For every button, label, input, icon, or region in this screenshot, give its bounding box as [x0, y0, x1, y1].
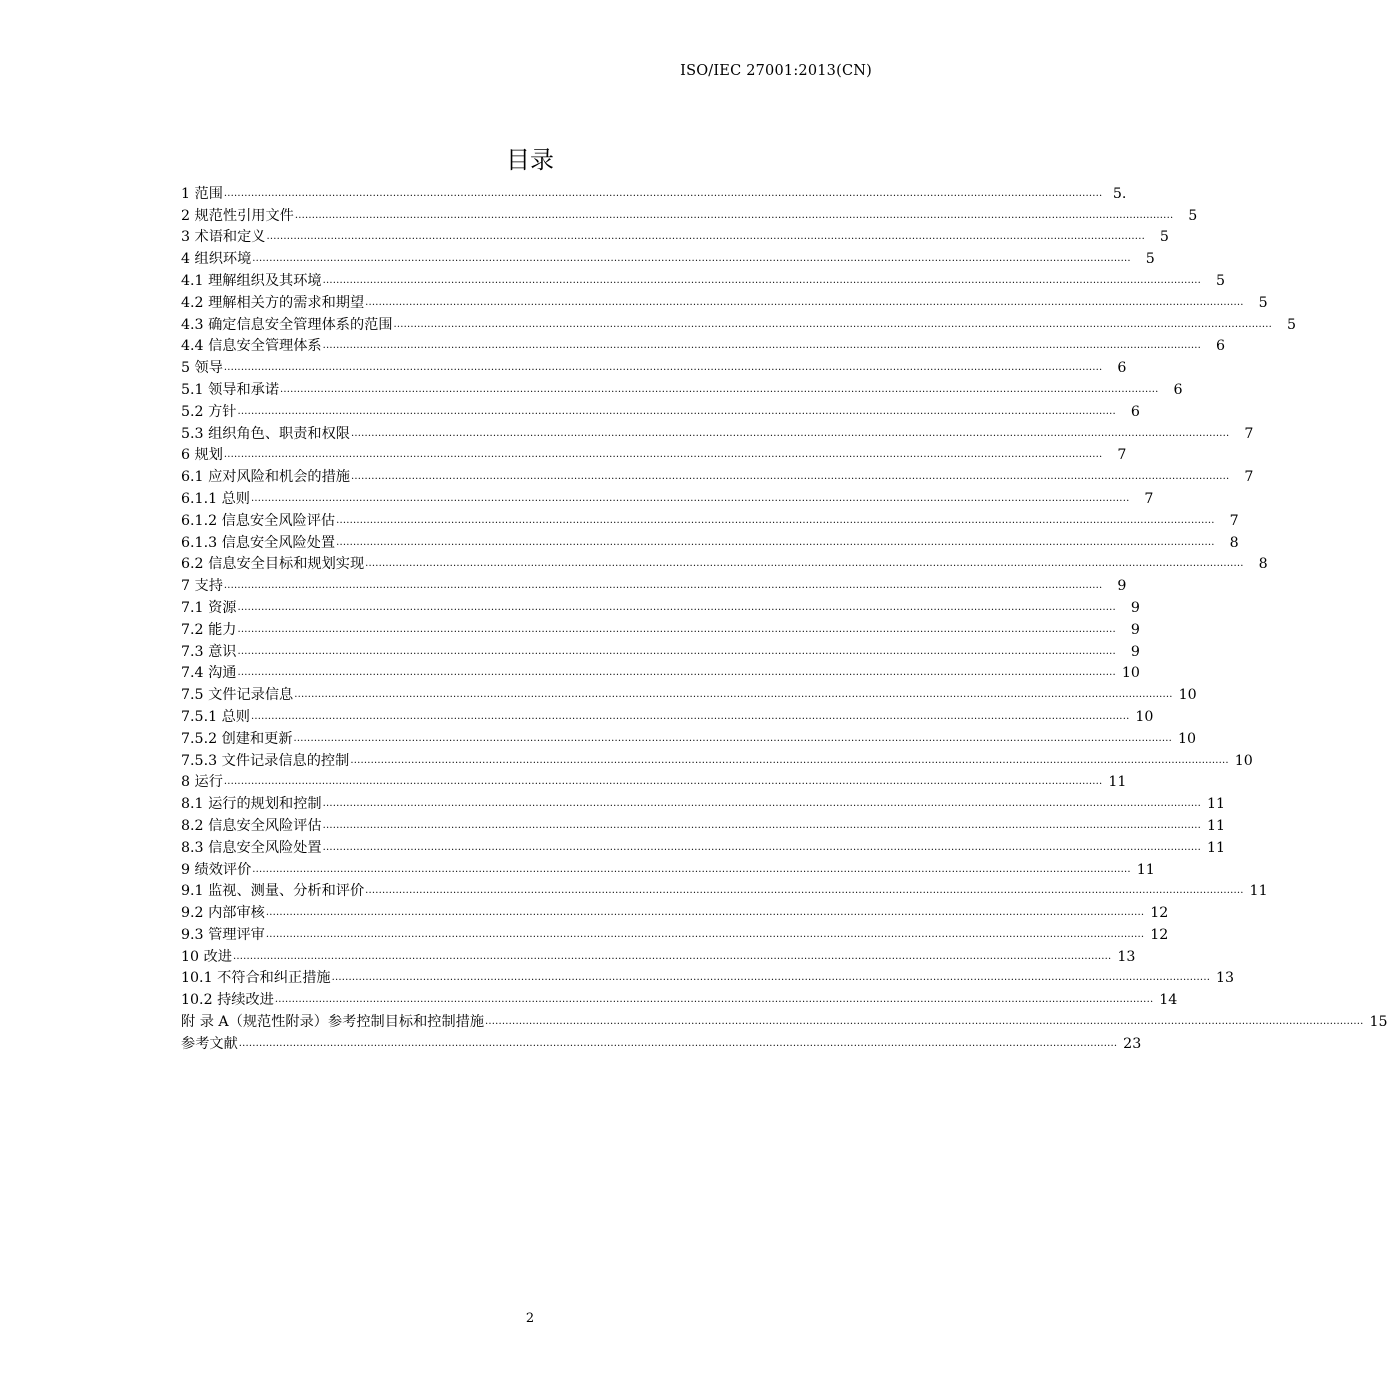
- toc-dot-leader: ....................................................................................................................................................................................................................................................................: [393, 318, 1272, 330]
- toc-entry-label: 4.4 信息安全管理体系: [181, 338, 322, 355]
- toc-dot-leader: ....................................................................................................................................................................................................................................................................: [252, 253, 1131, 265]
- toc-entry-label: 7.5.2 创建和更新: [181, 730, 293, 747]
- toc-entry-page: 9: [1117, 578, 1127, 595]
- toc-dot-leader: ....................................................................................................................................................................................................................................................................: [365, 558, 1244, 570]
- toc-dot-leader: ....................................................................................................................................................................................................................................................................: [350, 427, 1230, 439]
- toc-entry[interactable]: [181, 355, 1127, 377]
- toc-entry-label: 6.2 信息安全目标和规划实现: [181, 556, 365, 573]
- toc-entry[interactable]: [181, 552, 1268, 574]
- toc-entry-label: 参考文献: [181, 1035, 238, 1052]
- toc-entry-label: 6.1 应对风险和机会的措施: [181, 469, 350, 486]
- toc-dot-leader: ....................................................................................................................................................................................................................................................................: [365, 296, 1244, 308]
- toc-entry-page: 5: [1258, 294, 1268, 311]
- toc-entry-label: 5.1 领导和承诺: [181, 381, 280, 398]
- toc-entry-label: 10.1 不符合和纠正措施: [181, 970, 331, 987]
- toc-entry-page: 5: [1188, 207, 1198, 224]
- toc-entry-label: 8 运行: [181, 774, 223, 791]
- toc-entry-label: 7.5 文件记录信息: [181, 687, 294, 704]
- toc-entry-label: 10.2 持续改进: [181, 992, 274, 1009]
- toc-entry-label: 4 组织环境: [181, 251, 252, 268]
- toc-entry[interactable]: [181, 312, 1296, 334]
- toc-entry-label: 4.3 确定信息安全管理体系的范围: [181, 316, 393, 333]
- toc-entry-page: 10: [1234, 752, 1253, 769]
- toc-entry[interactable]: [181, 421, 1254, 443]
- toc-dot-leader: ....................................................................................................................................................................................................................................................................: [322, 841, 1202, 853]
- toc-entry-page: 12: [1150, 926, 1169, 943]
- toc-entry-label: 8.2 信息安全风险评估: [181, 817, 322, 834]
- toc-entry[interactable]: [181, 639, 1140, 661]
- table-of-contents: [181, 181, 1388, 1053]
- toc-entry-page: 9: [1130, 621, 1140, 638]
- toc-entry-label: 7.3 意识: [181, 643, 237, 660]
- toc-entry-page: 10: [1135, 708, 1154, 725]
- toc-entry-label: 8.1 运行的规划和控制: [181, 796, 322, 813]
- page-number: 2: [525, 1311, 535, 1326]
- toc-dot-leader: ....................................................................................................................................................................................................................................................................: [238, 1037, 1118, 1049]
- toc-entry-page: 8: [1258, 556, 1268, 573]
- document-header: ISO/IEC 27001:2013(CN): [680, 63, 872, 79]
- toc-dot-leader: ....................................................................................................................................................................................................................................................................: [266, 231, 1145, 243]
- toc-entry[interactable]: [181, 486, 1154, 508]
- toc-entry-page: 11: [1206, 796, 1226, 813]
- toc-dot-leader: ....................................................................................................................................................................................................................................................................: [322, 819, 1202, 831]
- toc-entry-page: 13: [1216, 970, 1235, 987]
- toc-entry-page: 5: [1286, 316, 1296, 333]
- toc-entry[interactable]: [181, 246, 1155, 268]
- page-title: 目录: [506, 146, 554, 174]
- toc-entry-label: 10 改进: [181, 948, 232, 965]
- toc-entry-page: 7: [1244, 469, 1254, 486]
- toc-entry-label: 5 领导: [181, 360, 223, 377]
- toc-dot-leader: ....................................................................................................................................................................................................................................................................: [223, 362, 1103, 374]
- toc-dot-leader: ....................................................................................................................................................................................................................................................................: [223, 580, 1103, 592]
- toc-entry-page: 6: [1117, 360, 1127, 377]
- toc-entry[interactable]: [181, 181, 1127, 203]
- toc-dot-leader: ....................................................................................................................................................................................................................................................................: [485, 1016, 1364, 1028]
- toc-entry-label: 5.3 组织角色、职责和权限: [181, 425, 350, 442]
- toc-dot-leader: ....................................................................................................................................................................................................................................................................: [237, 623, 1116, 635]
- toc-entry-page: 5.: [1112, 185, 1127, 202]
- toc-entry-label: 3 术语和定义: [181, 229, 266, 246]
- toc-entry-page: 8: [1229, 534, 1239, 551]
- toc-dot-leader: ....................................................................................................................................................................................................................................................................: [336, 514, 1215, 526]
- toc-entry[interactable]: [181, 399, 1140, 421]
- toc-entry-label: 6.1.3 信息安全风险处置: [181, 534, 336, 551]
- toc-entry-page: 6: [1130, 403, 1140, 420]
- toc-dot-leader: ....................................................................................................................................................................................................................................................................: [237, 405, 1116, 417]
- toc-dot-leader: ....................................................................................................................................................................................................................................................................: [350, 754, 1229, 766]
- toc-dot-leader: ....................................................................................................................................................................................................................................................................: [232, 950, 1112, 962]
- toc-entry-page: 7: [1144, 490, 1154, 507]
- toc-entry-page: 6: [1173, 381, 1183, 398]
- toc-entry-page: 9: [1130, 599, 1140, 616]
- toc-entry-label: 2 规范性引用文件: [181, 207, 294, 224]
- toc-entry-label: 7.5.3 文件记录信息的控制: [181, 752, 350, 769]
- toc-entry-page: 10: [1178, 687, 1197, 704]
- toc-entry[interactable]: [181, 595, 1140, 617]
- toc-dot-leader: ....................................................................................................................................................................................................................................................................: [223, 187, 1103, 199]
- toc-entry[interactable]: [181, 791, 1226, 813]
- toc-entry-page: 15: [1369, 1014, 1388, 1031]
- toc-entry-page: 11: [1206, 839, 1226, 856]
- toc-entry-label: 8.3 信息安全风险处置: [181, 839, 322, 856]
- toc-entry[interactable]: [181, 704, 1154, 726]
- toc-entry[interactable]: [181, 682, 1197, 704]
- toc-entry[interactable]: [181, 225, 1169, 247]
- toc-entry[interactable]: [181, 268, 1226, 290]
- toc-entry-page: 13: [1117, 948, 1136, 965]
- toc-entry[interactable]: [181, 377, 1183, 399]
- toc-entry[interactable]: [181, 1009, 1388, 1031]
- toc-dot-leader: ....................................................................................................................................................................................................................................................................: [322, 274, 1202, 286]
- toc-entry-page: 12: [1150, 905, 1169, 922]
- toc-dot-leader: ....................................................................................................................................................................................................................................................................: [322, 798, 1202, 810]
- toc-dot-leader: ....................................................................................................................................................................................................................................................................: [274, 994, 1154, 1006]
- toc-entry-page: 11: [1108, 774, 1127, 791]
- toc-entry-page: 23: [1123, 1035, 1142, 1052]
- toc-entry-label: 6.1.1 总则: [181, 490, 250, 507]
- toc-entry[interactable]: [181, 966, 1235, 988]
- toc-entry[interactable]: [181, 203, 1198, 225]
- toc-dot-leader: ....................................................................................................................................................................................................................................................................: [223, 449, 1103, 461]
- toc-entry-page: 11: [1206, 817, 1226, 834]
- toc-dot-leader: ....................................................................................................................................................................................................................................................................: [322, 340, 1202, 352]
- toc-entry-label: 6.1.2 信息安全风险评估: [181, 512, 336, 529]
- toc-entry[interactable]: [181, 443, 1127, 465]
- toc-dot-leader: ....................................................................................................................................................................................................................................................................: [223, 776, 1103, 788]
- toc-entry[interactable]: [181, 464, 1254, 486]
- toc-entry-label: 6 规划: [181, 447, 223, 464]
- toc-entry[interactable]: [181, 617, 1140, 639]
- toc-entry-label: 4.2 理解相关方的需求和期望: [181, 294, 365, 311]
- toc-entry-page: 7: [1229, 512, 1239, 529]
- toc-entry-label: 1 范围: [181, 185, 223, 202]
- toc-dot-leader: ....................................................................................................................................................................................................................................................................: [294, 209, 1174, 221]
- toc-entry[interactable]: [181, 922, 1169, 944]
- toc-entry-page: 7: [1244, 425, 1254, 442]
- toc-dot-leader: ....................................................................................................................................................................................................................................................................: [294, 689, 1173, 701]
- toc-dot-leader: ....................................................................................................................................................................................................................................................................: [250, 710, 1130, 722]
- toc-dot-leader: ....................................................................................................................................................................................................................................................................: [293, 732, 1173, 744]
- toc-entry[interactable]: [181, 770, 1127, 792]
- toc-entry-page: 10: [1177, 730, 1197, 747]
- toc-entry[interactable]: [181, 530, 1239, 552]
- toc-entry[interactable]: [181, 879, 1268, 901]
- toc-entry-page: 9: [1130, 643, 1140, 660]
- toc-dot-leader: ....................................................................................................................................................................................................................................................................: [237, 667, 1116, 679]
- toc-entry-page: 11: [1249, 883, 1268, 900]
- toc-entry-label: 9.2 内部审核: [181, 905, 265, 922]
- toc-entry-label: 附 录 A（规范性附录）参考控制目标和控制措施: [181, 1014, 485, 1031]
- toc-dot-leader: ....................................................................................................................................................................................................................................................................: [252, 863, 1131, 875]
- toc-entry-label: 7.2 能力: [181, 621, 237, 638]
- toc-entry[interactable]: [181, 508, 1239, 530]
- toc-entry-page: 14: [1159, 992, 1178, 1009]
- toc-entry[interactable]: [181, 1031, 1142, 1053]
- toc-entry-label: 7.5.1 总则: [181, 708, 250, 725]
- toc-entry-page: 6: [1216, 338, 1226, 355]
- toc-entry[interactable]: [181, 857, 1155, 879]
- toc-entry-label: 7.1 资源: [181, 599, 237, 616]
- toc-dot-leader: ....................................................................................................................................................................................................................................................................: [250, 492, 1130, 504]
- toc-entry[interactable]: [181, 748, 1253, 770]
- toc-entry-page: 10: [1121, 665, 1140, 682]
- toc-dot-leader: ....................................................................................................................................................................................................................................................................: [265, 928, 1145, 940]
- toc-entry[interactable]: [181, 290, 1268, 312]
- toc-dot-leader: ....................................................................................................................................................................................................................................................................: [365, 885, 1244, 897]
- toc-dot-leader: ....................................................................................................................................................................................................................................................................: [280, 383, 1159, 395]
- toc-entry[interactable]: [181, 813, 1226, 835]
- toc-entry-label: 5.2 方针: [181, 403, 237, 420]
- toc-entry-label: 4.1 理解组织及其环境: [181, 272, 322, 289]
- toc-entry[interactable]: [181, 987, 1178, 1009]
- toc-entry-label: 9 绩效评价: [181, 861, 252, 878]
- toc-entry[interactable]: [181, 661, 1140, 683]
- toc-entry[interactable]: [181, 334, 1226, 356]
- toc-dot-leader: ....................................................................................................................................................................................................................................................................: [350, 471, 1230, 483]
- toc-entry-page: 5: [1159, 229, 1169, 246]
- toc-entry[interactable]: [181, 944, 1136, 966]
- toc-dot-leader: ....................................................................................................................................................................................................................................................................: [336, 536, 1215, 548]
- toc-dot-leader: ....................................................................................................................................................................................................................................................................: [237, 601, 1116, 613]
- toc-entry-page: 11: [1136, 861, 1155, 878]
- toc-entry-page: 5: [1216, 272, 1226, 289]
- toc-entry-label: 9.3 管理评审: [181, 926, 265, 943]
- toc-entry[interactable]: [181, 726, 1197, 748]
- toc-entry-label: 7 支持: [181, 578, 223, 595]
- toc-entry-page: 5: [1145, 251, 1155, 268]
- toc-entry-page: 7: [1117, 447, 1127, 464]
- toc-entry-label: 7.4 沟通: [181, 665, 237, 682]
- toc-dot-leader: ....................................................................................................................................................................................................................................................................: [237, 645, 1116, 657]
- toc-entry-label: 9.1 监视、测量、分析和评价: [181, 883, 365, 900]
- toc-entry[interactable]: [181, 835, 1226, 857]
- toc-dot-leader: ....................................................................................................................................................................................................................................................................: [331, 972, 1211, 984]
- toc-dot-leader: ....................................................................................................................................................................................................................................................................: [265, 907, 1145, 919]
- toc-entry[interactable]: [181, 573, 1127, 595]
- toc-entry[interactable]: [181, 900, 1169, 922]
